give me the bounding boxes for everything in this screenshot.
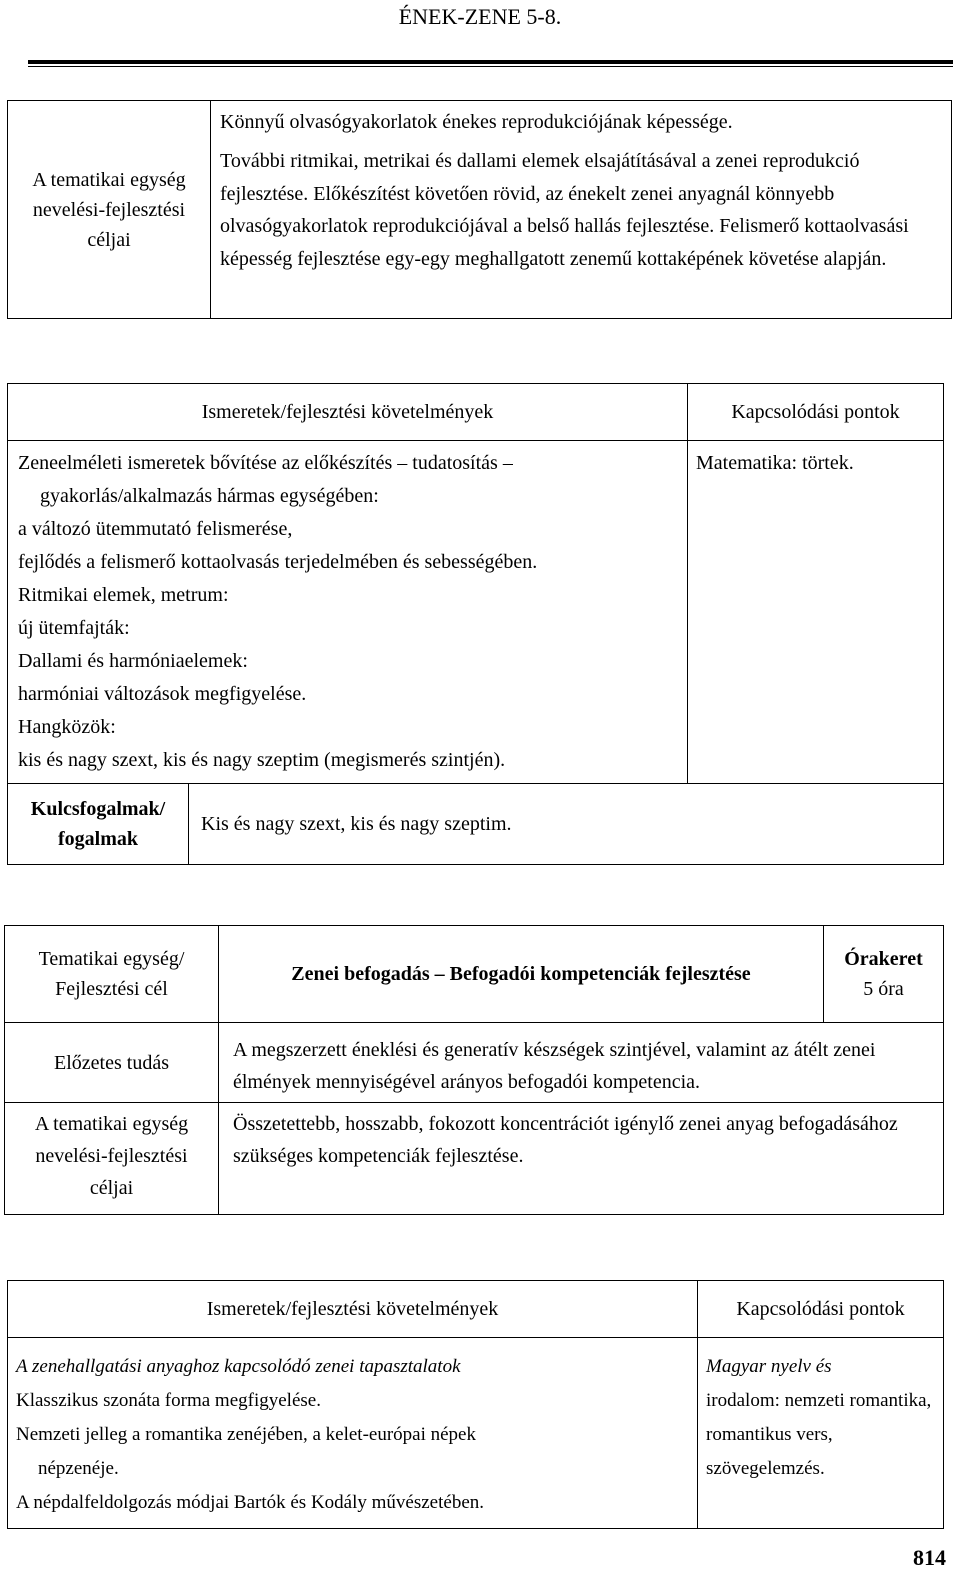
listening-req-header: Ismeretek/fejlesztési követelmények — [8, 1281, 698, 1338]
unit-label-cell — [5, 926, 219, 1023]
hours-label: Órakeret — [844, 948, 923, 970]
requirements-cell — [8, 441, 688, 784]
key-concepts-row — [8, 784, 944, 865]
unit-table — [4, 925, 944, 1215]
key-concepts-label — [8, 784, 189, 864]
requirement-line: Dallami és harmóniaelemek: — [18, 650, 248, 672]
requirement-line: harmóniai változások megfigyelése. — [18, 683, 307, 705]
requirements-table — [7, 383, 944, 865]
goals2-label-line: céljai — [89, 1177, 134, 1199]
hours-cell — [824, 926, 944, 1023]
listening-conn-text: irodalom: nemzeti romantika, romantikus vers, szövegelemzés. — [706, 1390, 932, 1479]
goals-label-line: A tematikai egység — [32, 168, 186, 191]
requirement-line: Zeneelméleti ismeretek bővítése az előkészítés – tudatosítás – — [18, 452, 513, 474]
listening-line: népzenéje. — [38, 1458, 119, 1479]
requirements-header: Ismeretek/fejlesztési követelmények — [8, 384, 688, 441]
listening-req-cell — [8, 1338, 698, 1529]
requirement-line: Hangközök: — [18, 716, 116, 738]
listening-line: Klasszikus szonáta forma megfigyelése. — [16, 1390, 321, 1411]
goals-para2: További ritmikai, metrikai és dallami elemek elsajátításával a zenei reprodukció fejlesztése. Előkészítést követően rövid, az énekelt zenei anyagnál könnyebb olvasógyakorlatok reprodukciójával a belső hallás fejlesztése. Felismerő kottaolvasási képesség fejlesztése egy-egy meghallgatott zenemű kottaképének követése alapján. — [220, 150, 909, 270]
goals2-label-line: A tematikai egység — [34, 1113, 189, 1135]
requirement-line: új ütemfajták: — [18, 617, 130, 639]
listening-conn-header: Kapcsolódási pontok — [698, 1281, 944, 1338]
unit-label-line: Fejlesztési cél — [55, 978, 168, 1000]
hours-value: 5 óra — [863, 978, 904, 1000]
goals2-label-line: nevelési-fejlesztési — [35, 1145, 188, 1167]
goals-label-cell — [8, 101, 211, 319]
goals-text-cell — [211, 101, 952, 319]
requirement-line: gyakorlás/alkalmazás hármas egységében: — [40, 485, 379, 507]
page-header-title: ÉNEK-ZENE 5-8. — [398, 4, 562, 29]
connections-cell — [688, 441, 944, 784]
goals-line1: Könnyű olvasógyakorlatok énekes reprodukciójának képessége. — [220, 111, 733, 133]
goals-label-line: céljai — [87, 228, 131, 251]
listening-conn-cell — [698, 1338, 944, 1529]
header-rule — [28, 60, 953, 64]
listening-conn-italic: Magyar nyelv és — [706, 1356, 832, 1377]
listening-line: Nemzeti jelleg a romantika zenéjében, a kelet-európai népek — [16, 1424, 476, 1445]
unit-label-line: Tematikai egység/ — [38, 948, 185, 970]
key-concepts-value: Kis és nagy szext, kis és nagy szeptim. — [201, 813, 512, 835]
goals2-value: Összetettebb, hosszabb, fokozott koncentrációt igénylő zenei anyag befogadásához szükséges kompetenciák fejlesztése. — [219, 1103, 944, 1215]
requirement-line: kis és nagy szext, kis és nagy szeptim (megismerés szintjén). — [18, 749, 506, 771]
requirement-line: a változó ütemmutató felismerése, — [18, 518, 293, 540]
requirement-line: Ritmikai elemek, metrum: — [18, 584, 229, 606]
header-rule-thin — [28, 66, 953, 67]
listening-line: A népdalfeldolgozás módjai Bartók és Kodály művészetében. — [16, 1492, 485, 1513]
goals-label-line: nevelési-fejlesztési — [32, 198, 186, 221]
unit-title: Zenei befogadás – Befogadói kompetenciák fejlesztése — [219, 926, 824, 1023]
prior-knowledge-value: A megszerzett éneklési és generatív készségek szintjével, valamint az átélt zenei élmények mennyiségével arányos befogadói kompetencia. — [219, 1023, 944, 1103]
key-label-line: Kulcsfogalmak/ — [30, 798, 166, 820]
prior-knowledge-label: Előzetes tudás — [5, 1023, 219, 1103]
goals2-label-cell — [5, 1103, 219, 1215]
goals-table — [7, 100, 952, 319]
connections-header: Kapcsolódási pontok — [688, 384, 944, 441]
listening-line-italic: A zenehallgatási anyaghoz kapcsolódó zenei tapasztalatok — [16, 1356, 461, 1377]
connection-text: Matematika: törtek. — [696, 452, 854, 474]
listening-table — [7, 1280, 944, 1529]
key-label-line: fogalmak — [58, 828, 138, 850]
page-number: 814 — [913, 1545, 946, 1570]
requirement-line: fejlődés a felismerő kottaolvasás terjedelmében és sebességében. — [18, 551, 538, 573]
